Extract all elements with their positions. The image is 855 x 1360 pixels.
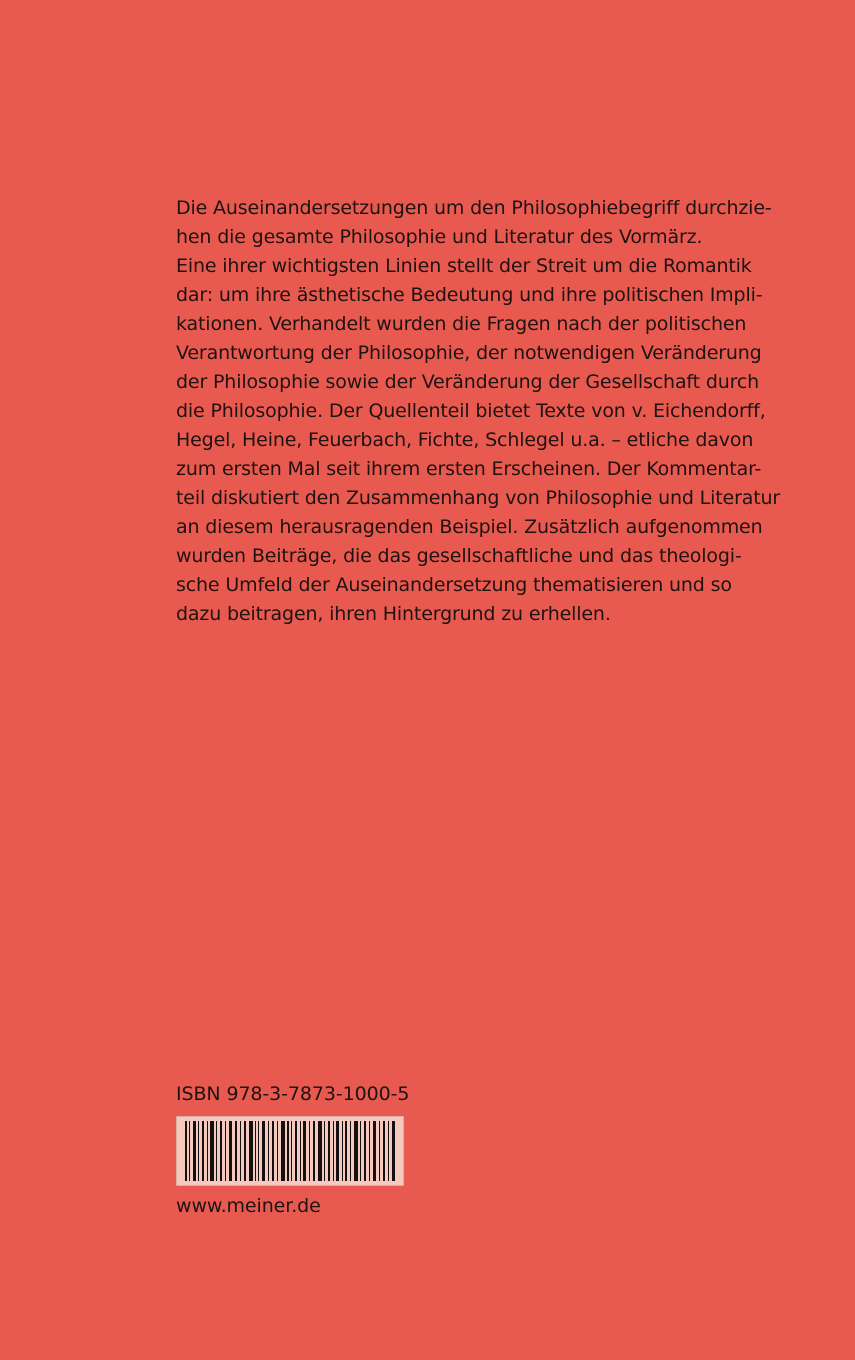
description-line: zum ersten Mal seit ihrem ersten Erscheinen. Der Kommentar- (176, 458, 762, 480)
description-line: der Philosophie sowie der Veränderung der Gesellschaft durch (176, 371, 760, 393)
description-line: die Philosophie. Der Quellenteil bietet Texte von v. Eichendorff, (176, 400, 766, 422)
description-line: Die Auseinandersetzungen um den Philosophiebegriff durchzie- (176, 197, 772, 219)
description-line: Eine ihrer wichtigsten Linien stellt der Streit um die Romantik (176, 255, 752, 277)
description-line: teil diskutiert den Zusammenhang von Philosophie und Literatur (176, 487, 781, 509)
description-line: sche Umfeld der Auseinandersetzung thematisieren und so (176, 574, 732, 596)
description-line: Hegel, Heine, Feuerbach, Fichte, Schlegel u.a. – etliche davon (176, 429, 754, 451)
description-line: dazu beitragen, ihren Hintergrund zu erhellen. (176, 603, 611, 625)
description-line: an diesem herausragenden Beispiel. Zusätzlich aufgenommen (176, 516, 763, 538)
barcode-panel (176, 1116, 404, 1186)
barcode-icon (185, 1121, 397, 1181)
description-line: wurden Beiträge, die das gesellschaftliche und das theologi- (176, 545, 742, 567)
description-line: Verantwortung der Philosophie, der notwendigen Veränderung (176, 342, 762, 364)
isbn-number: ISBN 978-3-7873-1000-5 (176, 1083, 410, 1105)
publisher-website: www.meiner.de (176, 1195, 321, 1217)
description-line: dar: um ihre ästhetische Bedeutung und ihre politischen Impli- (176, 284, 763, 306)
description-line: hen die gesamte Philosophie und Literatur des Vormärz. (176, 226, 703, 248)
cover-description (176, 194, 796, 629)
description-line: kationen. Verhandelt wurden die Fragen nach der politischen (176, 313, 747, 335)
